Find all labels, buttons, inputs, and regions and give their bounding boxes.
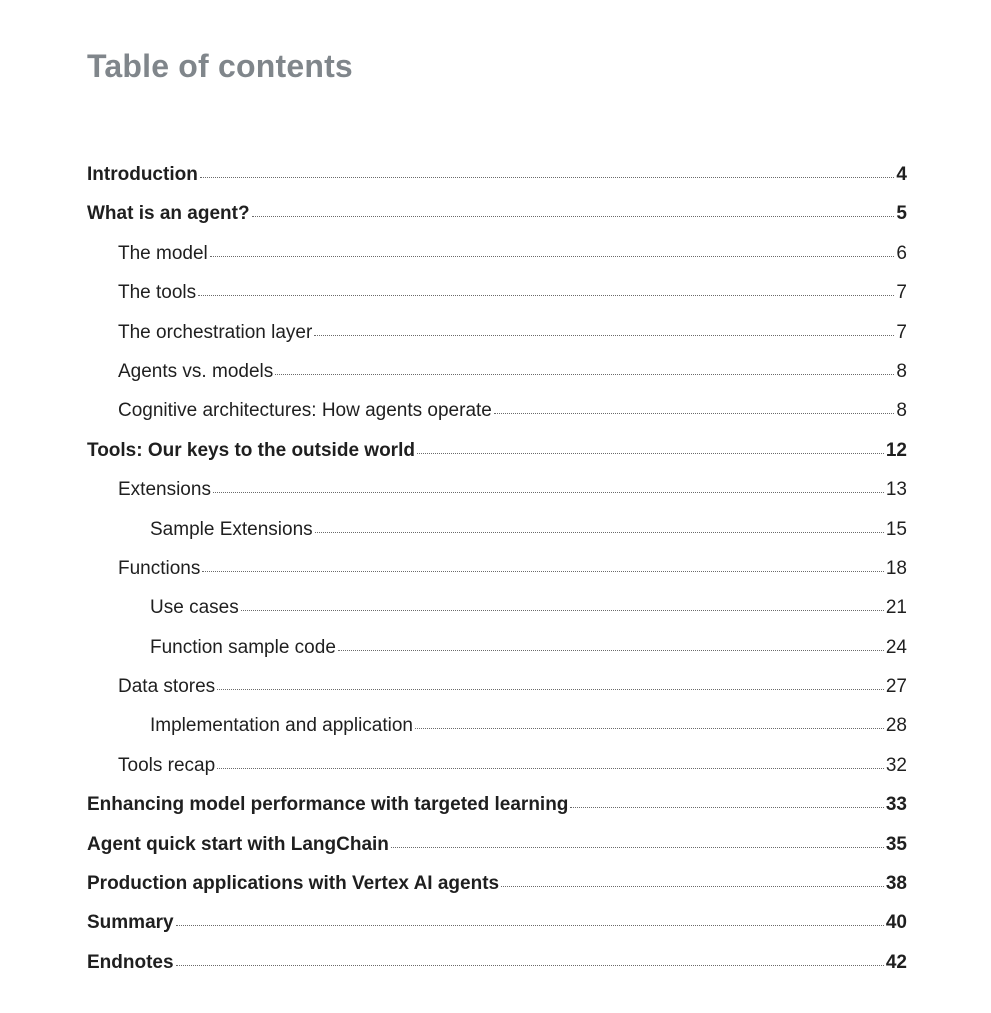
toc-entry-summary[interactable] [87,903,907,942]
toc-dot-leader [176,925,884,926]
toc-dot-leader [275,374,894,375]
toc-page-number: 21 [885,597,907,619]
toc-dot-leader [415,728,884,729]
toc-entry-title: The tools [118,282,197,304]
toc-dot-leader [570,807,883,808]
toc-entry-title: Extensions [118,479,211,501]
toc-page-number: 28 [885,715,907,737]
toc-entry-sample-extensions[interactable] [87,510,907,549]
toc-entry-title: Introduction [87,164,198,185]
toc-entry-enhancing-model-performance[interactable] [87,785,907,824]
toc-entry-production-applications[interactable] [87,864,907,903]
toc-page-number: 38 [885,873,907,895]
toc-dot-leader [315,532,884,533]
toc-page-number: 24 [885,636,907,658]
toc-dot-leader [213,492,884,493]
toc-entry-title: Data stores [118,676,216,698]
toc-entry-title: Sample Extensions [150,518,313,540]
toc-entry-title: Endnotes [87,951,174,973]
toc-page-number: 12 [885,439,907,461]
toc-dot-leader [217,689,884,690]
toc-dot-leader [217,768,884,769]
toc-entry-title: Tools recap [118,754,216,776]
toc-entry-title: Production applications with Vertex AI agents [87,873,500,895]
toc-dot-leader [417,453,884,454]
toc-entry-extensions[interactable] [87,470,907,509]
toc-entry-function-sample-code[interactable] [87,628,907,667]
toc-dot-leader [314,335,894,336]
toc-entry-implementation-and-application[interactable] [87,706,907,745]
toc-entry-title: The model [118,242,208,264]
toc-page-number: 18 [885,557,907,579]
toc-entry-agent-quick-start[interactable] [87,825,907,864]
toc-page-number: 4 [896,164,907,185]
toc-dot-leader [200,177,895,178]
toc-entry-what-is-an-agent[interactable] [87,194,907,233]
toc-page-number: 7 [896,282,907,304]
toc-entry-title: Tools: Our keys to the outside world [87,439,415,461]
toc-dot-leader [338,650,884,651]
toc-dot-leader [210,256,895,257]
toc-page-number: 32 [885,754,907,776]
toc-entry-the-model[interactable] [87,234,907,273]
toc-dot-leader [252,216,895,217]
toc-entry-introduction[interactable] [87,155,907,194]
toc-entry-title: Summary [87,912,174,934]
toc-entry-cognitive-architectures[interactable] [87,391,907,430]
toc-entry-endnotes[interactable] [87,943,907,982]
toc-page-number: 7 [896,321,907,343]
toc-page-number: 5 [896,203,907,225]
toc-page-number: 27 [885,676,907,698]
toc-page-number: 15 [885,518,907,540]
toc-entry-title: Enhancing model performance with targeted learning [87,794,569,816]
toc-entry-orchestration-layer[interactable] [87,313,907,352]
toc-entry-functions[interactable] [87,549,907,588]
toc-entry-tools-recap[interactable] [87,746,907,785]
page-title: Table of contents [87,48,353,84]
toc-dot-leader [391,847,884,848]
toc-page-number: 8 [896,400,907,422]
toc-page-number: 8 [896,360,907,382]
toc-dot-leader [501,886,884,887]
toc-entry-title: The orchestration layer [118,321,313,343]
toc-page-number: 42 [885,951,907,973]
toc-entry-title: Agent quick start with LangChain [87,833,389,855]
toc-entry-title: Functions [118,557,201,579]
toc-dot-leader [198,295,894,296]
toc-dot-leader [241,610,884,611]
table-of-contents [87,155,907,982]
toc-entry-title: Cognitive architectures: How agents operate [118,400,492,422]
toc-entry-tools[interactable] [87,431,907,470]
toc-entry-agents-vs-models[interactable] [87,352,907,391]
toc-page-number: 6 [896,242,907,264]
toc-entry-use-cases[interactable] [87,588,907,627]
toc-page-number: 33 [885,794,907,816]
toc-page-number: 40 [885,912,907,934]
toc-page-number: 35 [885,833,907,855]
toc-entry-title: Function sample code [150,636,336,658]
toc-dot-leader [494,413,895,414]
toc-entry-title: Use cases [150,597,239,619]
toc-dot-leader [176,965,884,966]
toc-entry-title: Implementation and application [150,715,414,737]
toc-page-number: 13 [885,479,907,501]
toc-dot-leader [202,571,883,572]
toc-entry-title: Agents vs. models [118,360,274,382]
toc-entry-data-stores[interactable] [87,667,907,706]
toc-entry-title: What is an agent? [87,203,250,225]
toc-entry-the-tools[interactable] [87,273,907,312]
